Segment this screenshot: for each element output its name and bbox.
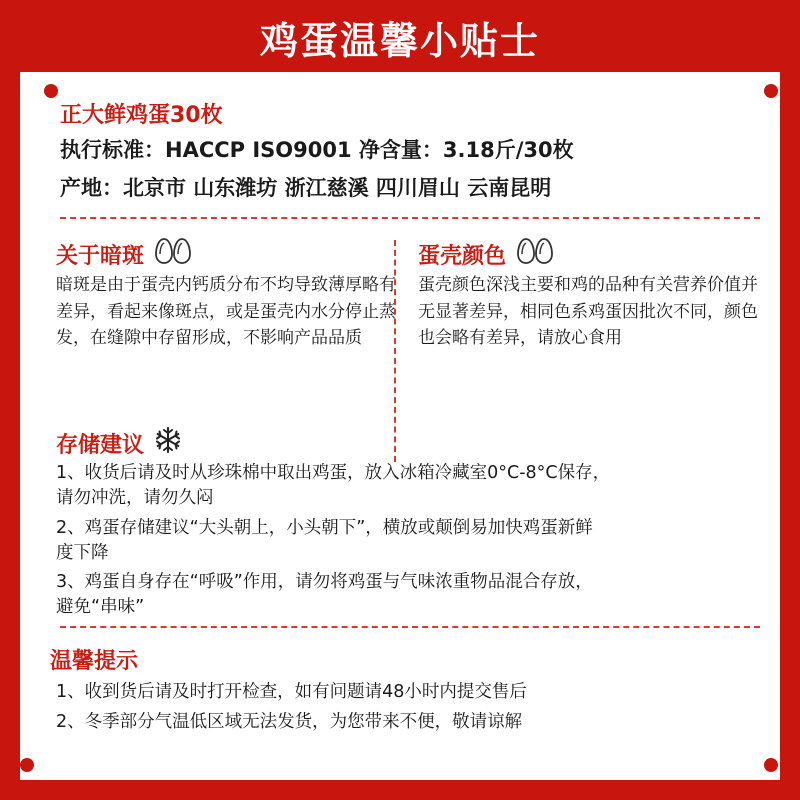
storage-heading: 存储建议 xyxy=(56,426,182,460)
storage-line: 2、鸡蛋存储建议“大头朝上，小头朝下”，横放或颠倒易加快鸡蛋新鲜 xyxy=(56,518,593,538)
storage-line: 1、收货后请及时从珍珠棉中取出鸡蛋，放入冰箱冷藏室0°C-8°C保存， xyxy=(56,463,611,483)
tips-heading: 温馨提示 xyxy=(50,649,139,674)
storage-line: 度下降 xyxy=(56,543,109,563)
divider xyxy=(60,626,760,628)
corner-dot xyxy=(764,84,778,98)
shell-text: 蛋壳颜色深浅主要和鸡的品种有关营养价值并无显著差异，相同色系鸡蛋因批次不同，颜色也会略有差异，请放心食用 xyxy=(418,275,758,348)
divider xyxy=(60,217,760,219)
storage-line: 避免“串味” xyxy=(56,597,145,617)
product-standard: 执行标准：HACCP ISO9001 净含量：3.18斤/30枚 xyxy=(60,138,574,162)
product-name: 正大鲜鸡蛋30枚 xyxy=(60,103,223,128)
storage-line: 3、鸡蛋自身存在“呼吸”作用，请勿将鸡蛋与气味浓重物品混合存放， xyxy=(56,572,593,592)
column-divider xyxy=(394,240,396,462)
egg-pair-icon xyxy=(154,236,194,272)
egg-pair-icon xyxy=(516,236,556,272)
corner-dot xyxy=(44,84,58,98)
shell-heading: 蛋壳颜色 xyxy=(418,236,556,272)
storage-line: 请勿冲洗，请勿久闷 xyxy=(56,488,214,508)
tip-line: 1、收到货后请及时打开检查，如有问题请48小时内提交售后 xyxy=(56,682,527,702)
tip-line: 2、冬季部分气温低区域无法发货，为您带来不便，敬请谅解 xyxy=(56,712,523,732)
corner-dot xyxy=(20,758,34,772)
snowflake-icon xyxy=(154,426,182,460)
corner-dot xyxy=(764,758,778,772)
info-card xyxy=(20,72,780,780)
spots-heading: 关于暗斑 xyxy=(56,236,194,272)
page-title: 鸡蛋温馨小贴士 xyxy=(259,18,540,63)
spots-text: 暗斑是由于蛋壳内钙质分布不均导致薄厚略有差异，看起来像斑点，或是蛋壳内水分停止蒸发，在缝隙中存留形成，不影响产品品质 xyxy=(56,275,396,348)
product-origin: 产地：北京市 山东潍坊 浙江慈溪 四川眉山 云南昆明 xyxy=(60,176,552,200)
